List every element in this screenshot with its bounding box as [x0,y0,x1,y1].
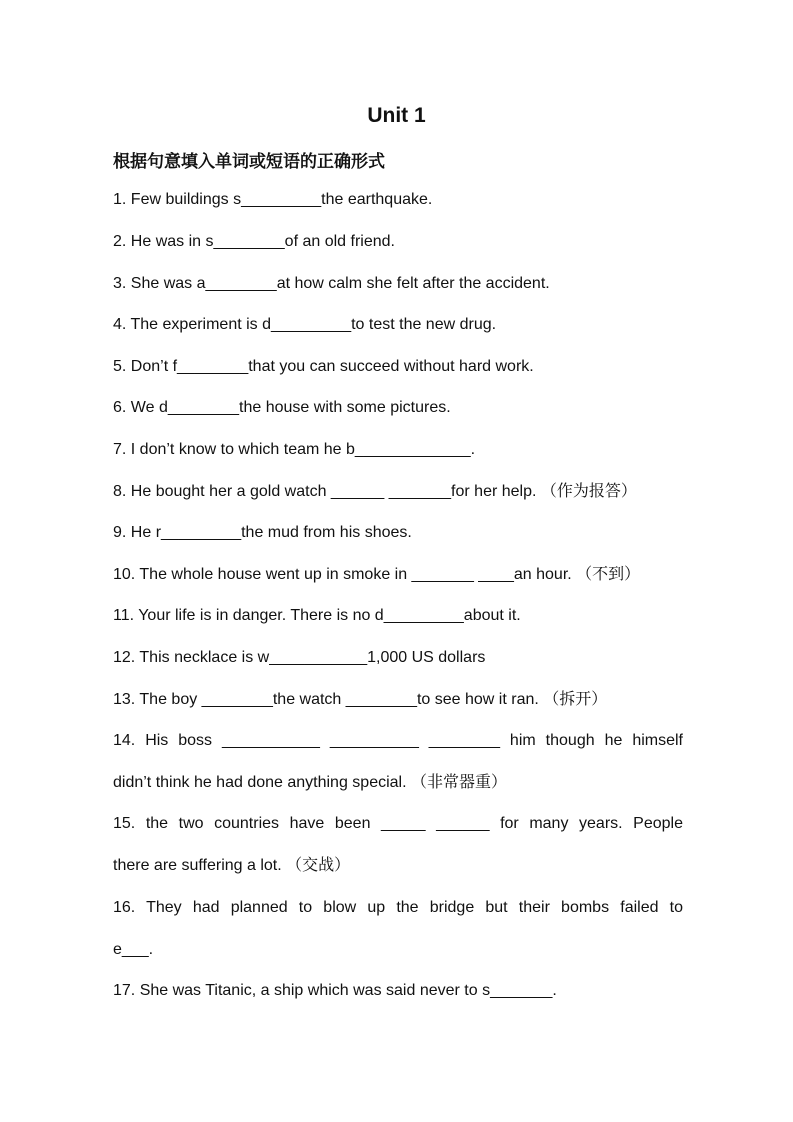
question-11: 11. Your life is in danger. There is no d_________about it. [113,607,521,624]
question-4: 4. The experiment is d_________to test the new drug. [113,316,497,333]
instruction-heading: 根据句意填入单词或短语的正确形式 [113,152,385,172]
question-8: 8. He bought her a gold watch ______ _______for her help. （作为报答） [113,483,637,500]
question-10: 10. The whole house went up in smoke in _______ ____an hour. （不到） [113,566,641,583]
question-12: 12. This necklace is w___________1,000 US dollars [113,649,486,666]
question-1: 1. Few buildings s_________the earthquake. [113,191,433,208]
question-5: 5. Don’t f________that you can succeed without hard work. [113,358,534,375]
question-7: 7. I don’t know to which team he b_____________. [113,441,476,458]
question-16: 16. They had planned to blow up the bridge but their bombs failed to [113,899,683,916]
question-3: 3. She was a________at how calm she felt after the accident. [113,275,550,292]
question-9: 9. He r_________the mud from his shoes. [113,524,412,541]
question-16-continued: e___. [113,941,154,958]
question-14-continued: didn’t think he had done anything special. （非常器重） [113,774,507,791]
question-15: 15. the two countries have been _____ ______ for many years. People [113,815,683,832]
question-2: 2. He was in s________of an old friend. [113,233,395,250]
question-13: 13. The boy ________the watch ________to see how it ran. （拆开） [113,691,608,708]
question-15-continued: there are suffering a lot. （交战） [113,857,351,874]
question-14: 14. His boss ___________ __________ ________ him though he himself [113,732,683,749]
question-17: 17. She was Titanic, a ship which was said never to s_______. [113,982,557,999]
question-6: 6. We d________the house with some pictures. [113,399,451,416]
page-title: Unit 1 [367,104,426,127]
